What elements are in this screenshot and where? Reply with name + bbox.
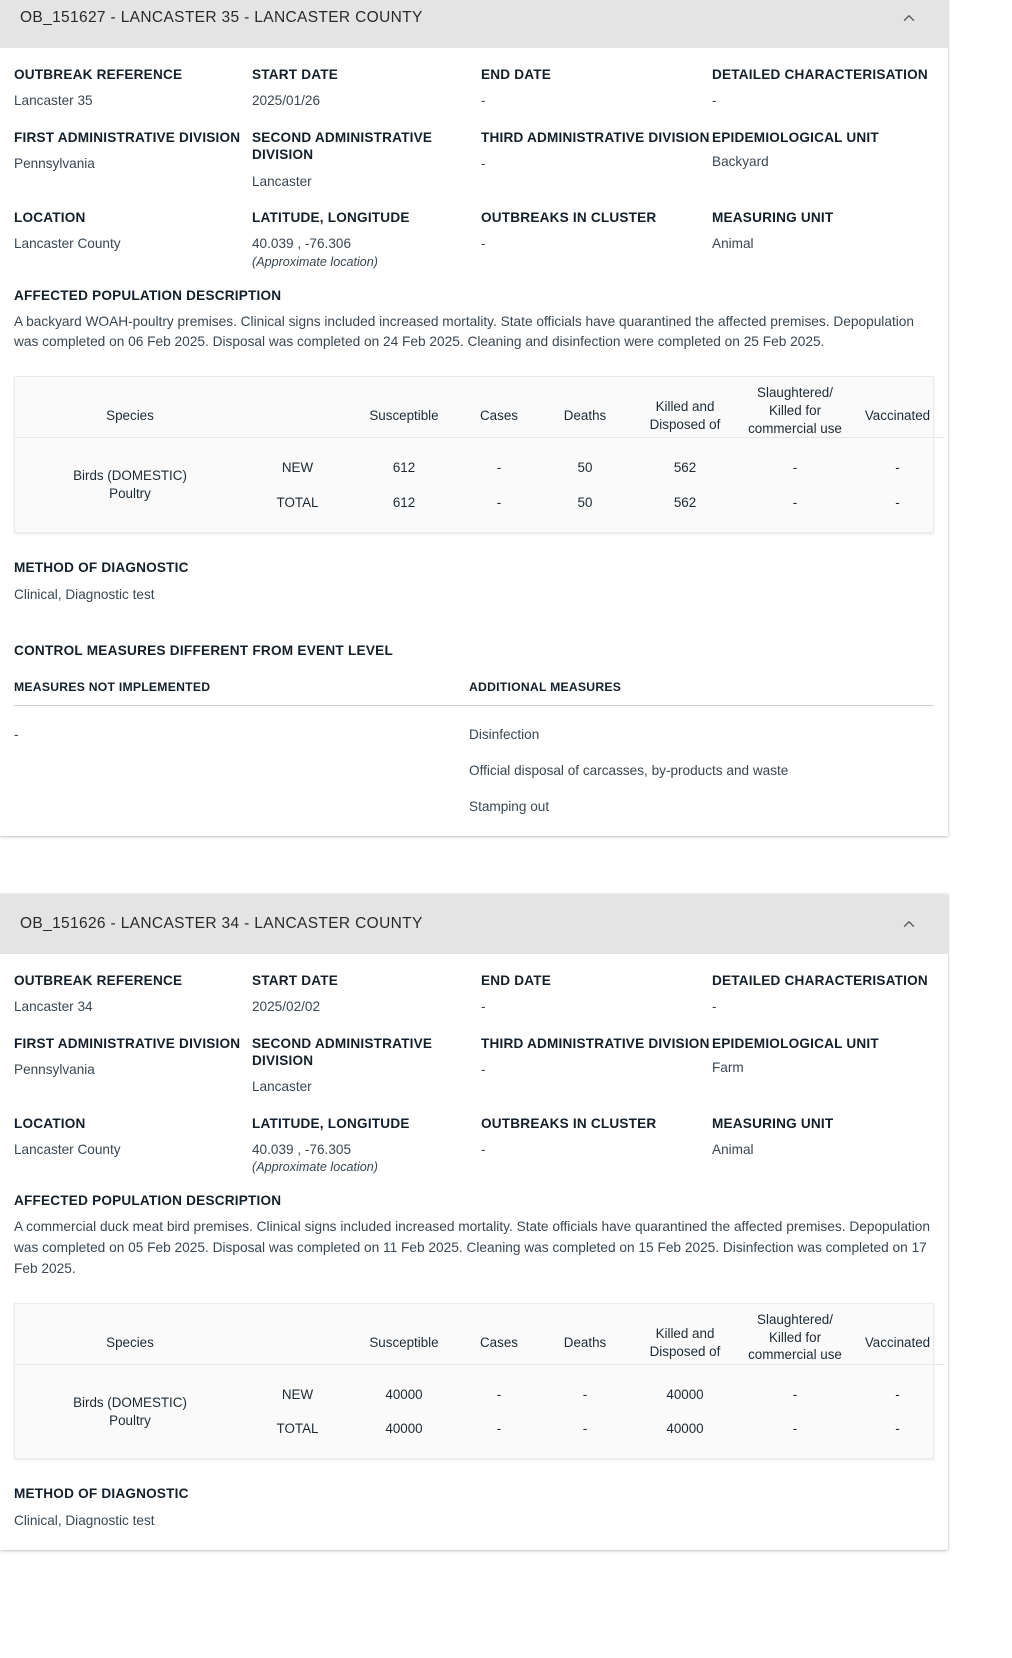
method-of-diagnostic-value: Clinical, Diagnostic test — [14, 586, 155, 602]
col-row-state — [245, 1304, 350, 1365]
field-second-administrative-division — [252, 1035, 481, 1097]
col-slaughtered-killed-for-commercial-use: Slaughtered/ Killed for commercial use — [740, 1304, 850, 1365]
col-species: Species — [15, 377, 245, 438]
species-table-2 — [14, 1303, 934, 1460]
field-outbreak-reference — [14, 972, 252, 1017]
cell-cases: - — [496, 1421, 502, 1437]
list-item: Official disposal of carcasses, by-products and waste — [469, 762, 789, 778]
field-measuring-unit — [712, 1115, 934, 1175]
field-value: - — [712, 93, 717, 109]
outbreak-card-1-header[interactable] — [0, 0, 948, 48]
field-label: LATITUDE, LONGITUDE — [252, 209, 410, 225]
cell-slaughtered: - — [792, 1386, 798, 1402]
field-start-date — [252, 66, 481, 111]
field-value: - — [712, 999, 717, 1015]
field-epidemiological-unit — [712, 129, 934, 191]
field-label: OUTBREAK REFERENCE — [14, 67, 183, 82]
cell-deaths: 50 — [577, 460, 593, 476]
field-label: FIRST ADMINISTRATIVE DIVISION — [14, 1035, 241, 1051]
outbreak-card-2-title: OB_151626 - LANCASTER 34 - LANCASTER COUNTY — [20, 914, 423, 932]
col-row-state — [245, 377, 350, 438]
table-row — [15, 1364, 945, 1411]
field-value: Lancaster 34 — [14, 999, 93, 1015]
method-of-diagnostic-title: METHOD OF DIAGNOSTIC — [14, 559, 189, 575]
field-value: Pennsylvania — [14, 156, 95, 172]
field-value: - — [481, 1061, 486, 1077]
field-value: - — [481, 156, 486, 172]
col-slaughtered-killed-for-commercial-use: Slaughtered/ Killed for commercial use — [740, 377, 850, 438]
field-detailed-characterisation — [712, 66, 934, 111]
field-value: Backyard — [712, 154, 769, 170]
field-label: END DATE — [481, 67, 552, 82]
field-value: Lancaster — [252, 173, 312, 189]
field-label: THIRD ADMINISTRATIVE DIVISION — [481, 1035, 710, 1051]
outbreak-card-1-body — [0, 48, 948, 836]
col-killed-and-disposed-of: Killed and Disposed of — [630, 377, 740, 438]
outbreak-card-1-title: OB_151627 - LANCASTER 35 - LANCASTER COUNTY — [20, 9, 423, 26]
field-row-1 — [14, 48, 934, 111]
chevron-up-icon[interactable] — [900, 9, 918, 27]
field-label: DETAILED CHARACTERISATION — [712, 67, 928, 82]
cell-deaths: - — [582, 1386, 588, 1402]
row-label-total: TOTAL — [276, 1421, 319, 1437]
col-species: Species — [15, 1304, 245, 1365]
field-first-administrative-division — [14, 1035, 252, 1097]
field-value: 40.039 , -76.305 — [252, 1142, 352, 1158]
field-label: MEASURING UNIT — [712, 209, 834, 225]
chevron-up-icon[interactable] — [900, 915, 918, 933]
method-of-diagnostic-value: Clinical, Diagnostic test — [14, 1513, 155, 1529]
field-latitude-longitude — [252, 1115, 481, 1175]
list-item: Disinfection — [469, 726, 540, 742]
field-value: Lancaster — [252, 1079, 312, 1095]
field-label: EPIDEMIOLOGICAL UNIT — [712, 1035, 879, 1051]
field-label: SECOND ADMINISTRATIVE DIVISION — [252, 1035, 433, 1068]
cell-cases: - — [496, 494, 502, 510]
species-name-line1: Birds (DOMESTIC) — [73, 467, 187, 483]
approximate-location-note: (Approximate location) — [252, 1160, 378, 1175]
col-cases: Cases — [458, 1304, 540, 1365]
species-name-line2: Poultry — [109, 1412, 151, 1428]
field-second-administrative-division — [252, 129, 481, 191]
field-label: OUTBREAK REFERENCE — [14, 972, 183, 988]
field-label: SECOND ADMINISTRATIVE DIVISION — [252, 129, 433, 163]
control-measures-title: CONTROL MEASURES DIFFERENT FROM EVENT LEVEL — [14, 642, 394, 658]
field-value: Animal — [712, 1142, 754, 1158]
outbreak-card-2-header[interactable] — [0, 894, 948, 954]
col-deaths: Deaths — [540, 377, 630, 438]
field-label: THIRD ADMINISTRATIVE DIVISION — [481, 129, 710, 145]
field-label: LOCATION — [14, 1115, 86, 1131]
field-end-date — [481, 972, 712, 1017]
additional-measures-header: ADDITIONAL MEASURES — [469, 680, 934, 706]
card-spacer — [0, 836, 1012, 894]
field-start-date — [252, 972, 481, 1017]
cell-deaths: 50 — [577, 494, 593, 510]
field-label: START DATE — [252, 972, 339, 988]
field-first-administrative-division — [14, 129, 252, 191]
cell-vaccinated: - — [895, 460, 900, 476]
cell-susceptible: 40000 — [385, 1421, 423, 1437]
affected-population-text: A commercial duck meat bird premises. Clinical signs included increased mortality. State officials have quarantined the affected premises. Depopulation was completed on 05 Feb 2025. Disposal was completed on 11 Feb 2025. Cleaning was completed on 15 Feb 2025. Disinfection was completed on 17 Feb 2025. — [14, 1219, 931, 1277]
field-value: 2025/01/26 — [252, 93, 321, 109]
cell-slaughtered: - — [792, 460, 798, 476]
field-third-administrative-division — [481, 129, 712, 191]
outbreak-card-2-body — [0, 954, 948, 1551]
cell-vaccinated: - — [895, 494, 900, 510]
cell-killed-disposed: 40000 — [666, 1421, 704, 1437]
col-vaccinated: Vaccinated — [850, 377, 945, 438]
field-outbreak-reference — [14, 66, 252, 111]
cell-cases: - — [496, 1386, 502, 1402]
field-label: END DATE — [481, 972, 552, 988]
col-susceptible: Susceptible — [350, 377, 458, 438]
cell-susceptible: 40000 — [385, 1386, 423, 1402]
table-header-row — [15, 1304, 945, 1365]
field-detailed-characterisation — [712, 972, 934, 1017]
species-name-cell — [15, 438, 245, 532]
cell-cases: - — [496, 460, 502, 476]
field-value: - — [481, 1142, 486, 1158]
list-item: Stamping out — [469, 798, 550, 814]
field-value: Lancaster 35 — [14, 93, 93, 109]
additional-measures-list — [469, 706, 934, 814]
field-label: MEASURING UNIT — [712, 1115, 834, 1131]
field-label: DETAILED CHARACTERISATION — [712, 972, 928, 988]
field-location — [14, 1115, 252, 1175]
field-row-2 — [14, 1017, 934, 1097]
field-label: OUTBREAKS IN CLUSTER — [481, 209, 657, 225]
species-table-1 — [14, 376, 934, 533]
field-label: START DATE — [252, 67, 339, 82]
col-cases: Cases — [458, 377, 540, 438]
field-label: LATITUDE, LONGITUDE — [252, 1115, 410, 1131]
affected-population-title: AFFECTED POPULATION DESCRIPTION — [14, 1193, 282, 1209]
field-latitude-longitude — [252, 209, 481, 269]
field-value: 2025/02/02 — [252, 999, 321, 1015]
field-epidemiological-unit — [712, 1035, 934, 1097]
col-vaccinated: Vaccinated — [850, 1304, 945, 1365]
species-name-line1: Birds (DOMESTIC) — [73, 1394, 187, 1410]
field-third-administrative-division — [481, 1035, 712, 1097]
affected-population-text: A backyard WOAH-poultry premises. Clinical signs included increased mortality. State officials have quarantined the affected premises. Depopulation was completed on 06 Feb 2025. Disposal was completed on 24 Feb 2025. Cleaning and disinfection were completed on 25 Feb 2025. — [14, 313, 915, 350]
field-value: Farm — [712, 1059, 744, 1075]
cell-slaughtered: - — [792, 1421, 798, 1437]
col-susceptible: Susceptible — [350, 1304, 458, 1365]
row-label-new: NEW — [281, 1386, 314, 1402]
outbreak-card-2 — [0, 894, 948, 1551]
col-deaths: Deaths — [540, 1304, 630, 1365]
cell-killed-disposed: 40000 — [666, 1386, 704, 1402]
field-outbreaks-in-cluster — [481, 1115, 712, 1175]
table-header-row — [15, 377, 945, 438]
field-row-3 — [14, 1097, 934, 1175]
control-measures-grid — [14, 680, 934, 814]
field-value: 40.039 , -76.306 — [252, 236, 352, 252]
measures-not-implemented-header: MEASURES NOT IMPLEMENTED — [14, 680, 469, 706]
table-row — [15, 438, 945, 485]
field-row-2 — [14, 111, 934, 191]
cell-vaccinated: - — [895, 1386, 900, 1402]
cell-susceptible: 612 — [392, 460, 416, 476]
approximate-location-note: (Approximate location) — [252, 254, 378, 269]
field-value: - — [481, 236, 486, 252]
cell-killed-disposed: 562 — [673, 460, 697, 476]
field-value: - — [481, 999, 486, 1015]
field-row-3 — [14, 191, 934, 269]
field-outbreaks-in-cluster — [481, 209, 712, 269]
field-label: OUTBREAKS IN CLUSTER — [481, 1115, 657, 1131]
method-of-diagnostic-title: METHOD OF DIAGNOSTIC — [14, 1486, 189, 1502]
field-value: Pennsylvania — [14, 1061, 95, 1077]
col-killed-and-disposed-of: Killed and Disposed of — [630, 1304, 740, 1365]
species-name-cell — [15, 1364, 245, 1458]
list-item: - — [14, 726, 19, 742]
cell-susceptible: 612 — [392, 494, 416, 510]
row-label-total: TOTAL — [276, 494, 319, 510]
field-location — [14, 209, 252, 269]
field-label: LOCATION — [14, 209, 86, 225]
field-label: FIRST ADMINISTRATIVE DIVISION — [14, 129, 241, 145]
field-value: Lancaster County — [14, 1142, 121, 1158]
cell-slaughtered: - — [792, 494, 798, 510]
cell-vaccinated: - — [895, 1421, 900, 1437]
cell-killed-disposed: 562 — [673, 494, 697, 510]
cell-deaths: - — [582, 1421, 588, 1437]
row-label-new: NEW — [281, 460, 314, 476]
affected-population-title: AFFECTED POPULATION DESCRIPTION — [14, 287, 282, 303]
outbreak-card-1 — [0, 0, 948, 836]
measures-not-implemented-list — [14, 706, 469, 814]
field-label: EPIDEMIOLOGICAL UNIT — [712, 129, 879, 145]
field-end-date — [481, 66, 712, 111]
field-value: - — [481, 93, 486, 109]
field-row-1 — [14, 954, 934, 1017]
species-name-line2: Poultry — [109, 486, 151, 502]
field-value: Lancaster County — [14, 236, 121, 252]
field-measuring-unit — [712, 209, 934, 269]
field-value: Animal — [712, 236, 754, 252]
